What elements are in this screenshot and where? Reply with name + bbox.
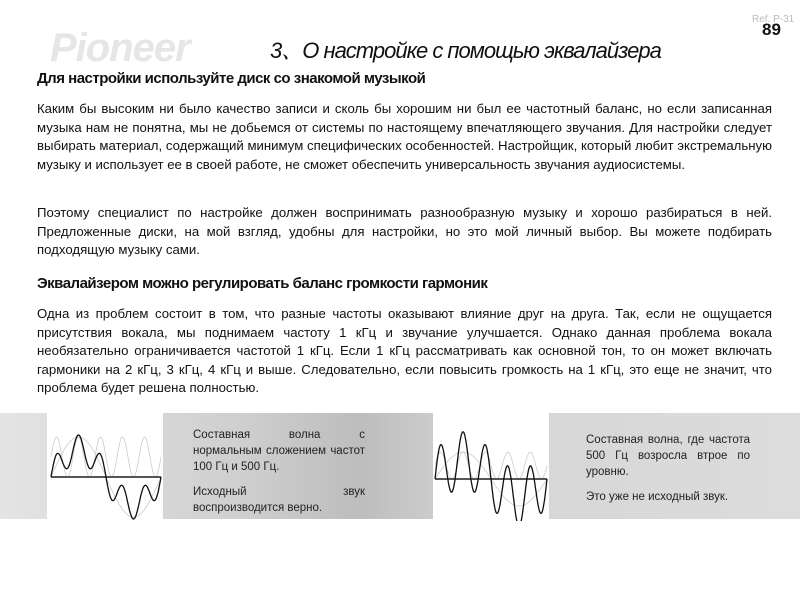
figure1-caption [193,427,365,525]
wave-figure-normal [47,413,163,521]
page-title: 3、О настройке с помощью эквалайзера [270,38,661,63]
wave-figure-boosted [433,413,549,521]
section1-paragraph-2: Поэтому специалист по настройке должен воспринимать разнообразную музыку и хорошо разбираться в ней. Предложенные диски, на мой взгляд, удобны для настройки, но это мой личный выбор. Вы можете подбирать подходящую музыку сами. [37,205,772,257]
figure1-caption-1: Составная волна с нормальным сложением частот 100 Гц и 500 Гц. [193,429,365,473]
harmonic-wave [51,437,161,477]
section1-paragraph-1: Каким бы высоким ни было качество записи и сколь бы хорошим ни был ее частотный баланс, но если записанная музыка нам не понятна, мы не добьемся от системы по настоящему впечатляющего звучания. Для настройки следует выбирать материал, содержащий минимум специфических особенностей. Настройщик, который любит экстремальную музыку и использует ее в своей работе, не сможет обеспечить универсальность звучания аудиосистемы. [37,101,772,172]
figure2-caption-2: Это уже не исходный звук. [586,491,729,503]
composite-wave [435,432,547,521]
composite-wave-boosted [433,413,549,521]
section1-heading: Для настройки используйте диск со знакомой музыкой [37,70,426,87]
figure2-caption [586,432,750,514]
pioneer-logo: Pioneer [50,26,190,70]
reference-label: Ref. P-31 [752,14,795,25]
section2-paragraph: Одна из проблем состоит в том, что разные частоты оказывают влияние друг на друга. Так, если не ощущается присутствия вокала, мы поднимаем частоту 1 кГц и звучание улучшается. Однако данная проблема вокала необязательно ограничивается частотой 1 кГц. Если 1 кГц рассматривать как основной тон, то он может включать гармоники на 2 кГц, 3 кГц, 4 кГц и выше. Следовательно, если повысить громкость на 1 кГц, это еще не значит, что проблема будет решена полностью. [37,306,772,395]
page-number: 89 [762,20,781,39]
figure1-caption-2: Исходный звук воспроизводится верно. [193,486,365,514]
figure2-caption-1: Составная волна, где частота 500 Гц возросла втрое по уровню. [586,434,750,478]
section2-heading: Эквалайзером можно регулировать баланс громкости гармоник [37,275,488,292]
composite-wave-normal [47,413,163,521]
